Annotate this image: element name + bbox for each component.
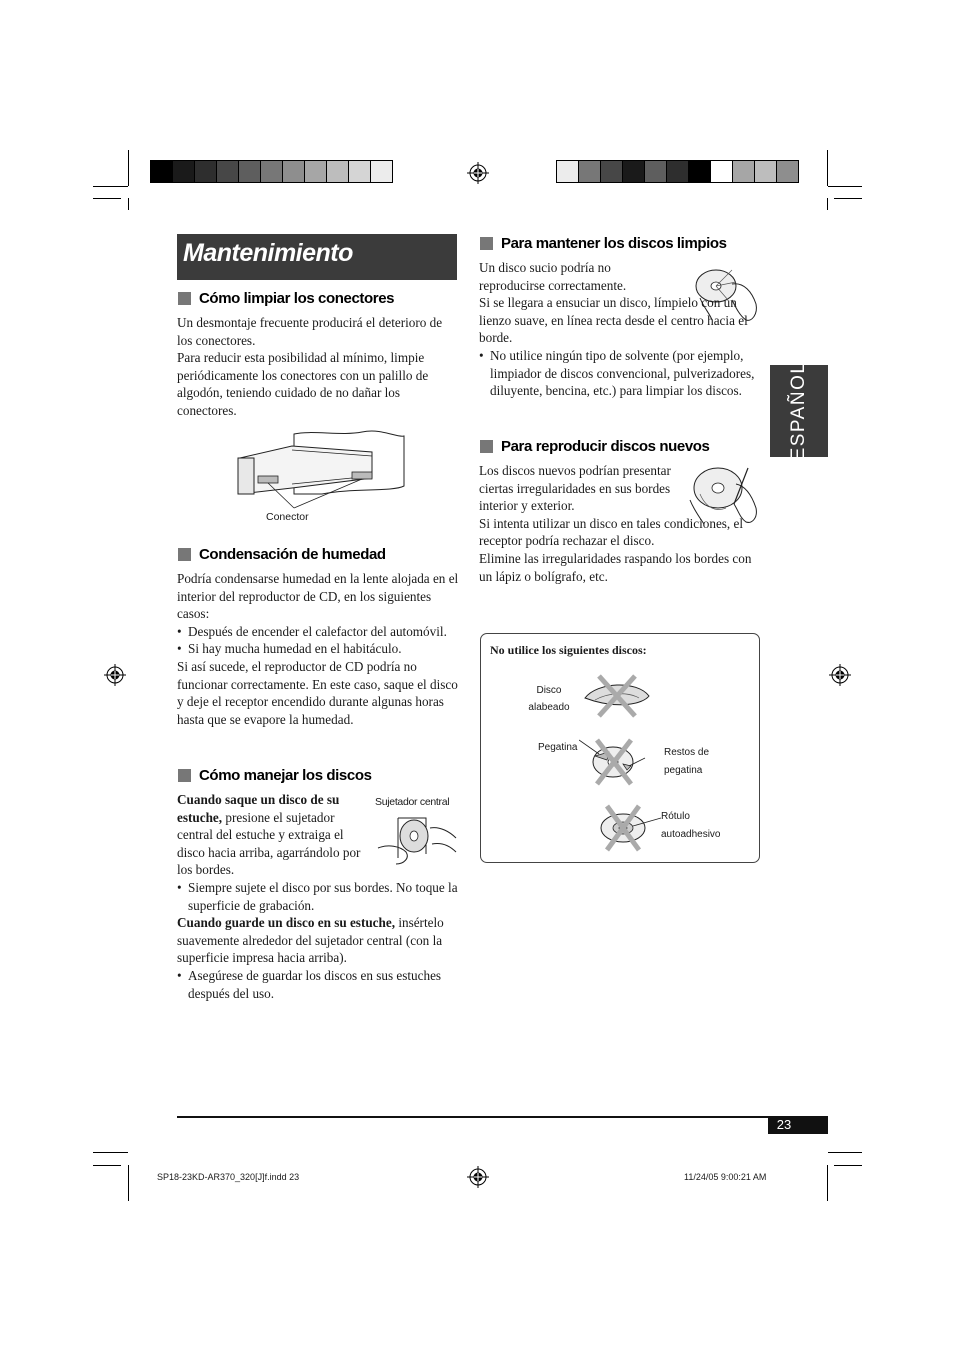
nuevos-body (479, 462, 759, 585)
crop-mark (128, 198, 129, 210)
heading-square-icon (178, 769, 191, 782)
heading-square-icon (480, 440, 493, 453)
heading-humedad (178, 546, 386, 563)
calibration-swatch (601, 161, 623, 182)
calibration-swatch (689, 161, 711, 182)
bullet-list (479, 347, 759, 400)
calibration-swatch (667, 161, 689, 182)
list-item: • Siempre sujete el disco por sus bordes. No toque la superficie de grabación. (177, 879, 459, 914)
heading-square-icon (178, 548, 191, 561)
bullet-list (177, 967, 459, 1002)
crop-mark (834, 198, 862, 199)
calibration-swatch (579, 161, 601, 182)
calibration-swatch (557, 161, 579, 182)
language-tab (770, 361, 828, 461)
paragraph: Elimine las irregularidades raspando los bordes con un lápiz o bolígrafo, etc. (479, 550, 752, 584)
registration-mark-icon (467, 162, 489, 184)
paragraph: Si así sucede, el reproductor de CD podría no funcionar correctamente. En este caso, saque el disco y deje el receptor encendido durante algunas horas hasta que se evapore la humedad. (177, 658, 458, 727)
calibration-swatch (239, 161, 261, 182)
calibration-swatch (711, 161, 733, 182)
label-pegatina: Pegatina (538, 742, 578, 753)
label-restos-pegatina (664, 744, 709, 780)
crop-mark (827, 150, 828, 186)
page-title-bar (177, 234, 457, 280)
heading-manejar (178, 767, 372, 784)
paragraph (177, 791, 362, 879)
heading-text: Para mantener los discos limpios (501, 235, 727, 252)
label-rotulo-autoadhesivo (661, 808, 721, 844)
label-line: autoadhesivo (661, 829, 721, 840)
bullet-list (177, 623, 459, 658)
manejar-body (177, 791, 459, 1002)
heading-text: Condensación de humedad (199, 546, 386, 563)
calibration-swatch (371, 161, 392, 182)
heading-square-icon (480, 237, 493, 250)
calibration-swatch (151, 161, 173, 182)
calibration-swatch (733, 161, 755, 182)
limpios-body (479, 259, 759, 400)
label-line: alabeado (528, 702, 570, 713)
language-tab-label: ESPAÑOL (788, 361, 809, 461)
bold-lead: Cuando saque un disco de su estuche, (177, 792, 340, 825)
bullet-list (177, 879, 459, 914)
footer-rule (177, 1116, 828, 1118)
label-disc-icon (593, 804, 665, 852)
heading-text: Cómo manejar los discos (199, 767, 372, 784)
heading-nuevos (480, 438, 709, 455)
paragraph: Un desmontaje frecuente producirá el deterioro de los conectores. (177, 315, 443, 348)
paragraph: Un disco sucio podría no reproducirse correctamente. (479, 260, 627, 293)
crop-mark (93, 1165, 121, 1166)
paragraph (177, 914, 459, 967)
heading-square-icon (178, 292, 191, 305)
registration-mark-icon (104, 664, 126, 686)
paragraph-text: insértelo suavemente alrededor del sujetador central (con la superficie impresa hacia arriba). (177, 915, 444, 966)
paragraph: Si intenta utilizar un disco en tales condiciones, el receptor podría rechazar el disco. (479, 515, 744, 549)
label-line: Restos de (664, 747, 710, 758)
calibration-swatch (327, 161, 349, 182)
calibration-swatch (283, 161, 305, 182)
crop-mark (128, 1165, 129, 1201)
calibration-swatch (261, 161, 283, 182)
crop-mark (834, 1165, 862, 1166)
calibration-swatch (645, 161, 667, 182)
paragraph: Si se llegara a ensuciar un disco, límpielo con un lienzo suave, en línea recta desde el centro hacia el borde. (479, 295, 748, 346)
sticker-disc-icon (579, 736, 661, 786)
heading-conectores (178, 290, 394, 307)
label-disco-alabeado (527, 682, 571, 716)
paragraph-text: presione el sujetador central del estuche y extraiga el disco hacia arriba, agarrándolo por los bordes. (177, 809, 361, 878)
warning-box-heading: No utilice los siguientes discos: (490, 643, 647, 657)
crop-mark (828, 186, 862, 187)
warning-box (480, 633, 760, 863)
footer-timestamp: 11/24/05 9:00:21 AM (684, 1172, 767, 1182)
connector-illustration (232, 428, 412, 512)
calibration-bar-right (556, 160, 799, 183)
crop-mark (93, 186, 128, 187)
calibration-swatch (173, 161, 195, 182)
bold-lead: Cuando guarde un disco en su estuche, (177, 915, 396, 931)
page-number: 23 (776, 1117, 792, 1132)
crop-mark (827, 1165, 828, 1201)
page-number-badge (768, 1118, 828, 1134)
conectores-body (177, 314, 459, 420)
registration-mark-icon (467, 1166, 489, 1188)
calibration-swatch (195, 161, 217, 182)
warped-disc-icon (577, 674, 657, 718)
crop-mark (93, 1152, 128, 1153)
figure-label-sujetador: Sujetador central (375, 796, 450, 808)
page-title: Mantenimiento (183, 239, 353, 267)
footer-filename: SP18-23KD-AR370_320[J]f.indd 23 (157, 1172, 300, 1182)
crop-mark (93, 198, 121, 199)
label-line: pegatina (664, 765, 703, 776)
crop-mark (827, 198, 828, 210)
calibration-bar-left (150, 160, 393, 183)
label-line: Disco (536, 685, 562, 696)
crop-mark (828, 1152, 862, 1153)
list-item: • Asegúrese de guardar los discos en sus estuches después del uso. (177, 967, 459, 1002)
paragraph: Los discos nuevos podrían presentar ciertas irregularidades en sus bordes interior y exterior. (479, 463, 671, 514)
list-item: • Si hay mucha humedad en el habitáculo. (177, 640, 459, 658)
calibration-swatch (305, 161, 327, 182)
paragraph: Para reducir esta posibilidad al mínimo, limpie periódicamente los conectores con un palillo de algodón, teniendo cuidado de no dañar los conectores. (177, 350, 429, 418)
calibration-swatch (349, 161, 371, 182)
calibration-swatch (623, 161, 645, 182)
humedad-body (177, 570, 459, 728)
crop-mark (128, 150, 129, 186)
heading-text: Cómo limpiar los conectores (199, 290, 395, 307)
heading-limpios (480, 235, 727, 252)
paragraph: Podría condensarse humedad en la lente alojada en el interior del reproductor de CD, en los siguientes casos: (177, 571, 459, 622)
label-line: Rótulo (661, 811, 690, 822)
calibration-swatch (755, 161, 777, 182)
figure-label-conector: Conector (266, 511, 309, 523)
list-item: • No utilice ningún tipo de solvente (por ejemplo, limpiador de discos convencional, pulverizadores, diluyente, bencina, etc.) para limpiar los discos. (479, 347, 759, 400)
registration-mark-icon (829, 664, 851, 686)
list-item: • Después de encender el calefactor del automóvil. (177, 623, 459, 641)
calibration-swatch (777, 161, 798, 182)
heading-text: Para reproducir discos nuevos (501, 438, 710, 455)
calibration-swatch (217, 161, 239, 182)
